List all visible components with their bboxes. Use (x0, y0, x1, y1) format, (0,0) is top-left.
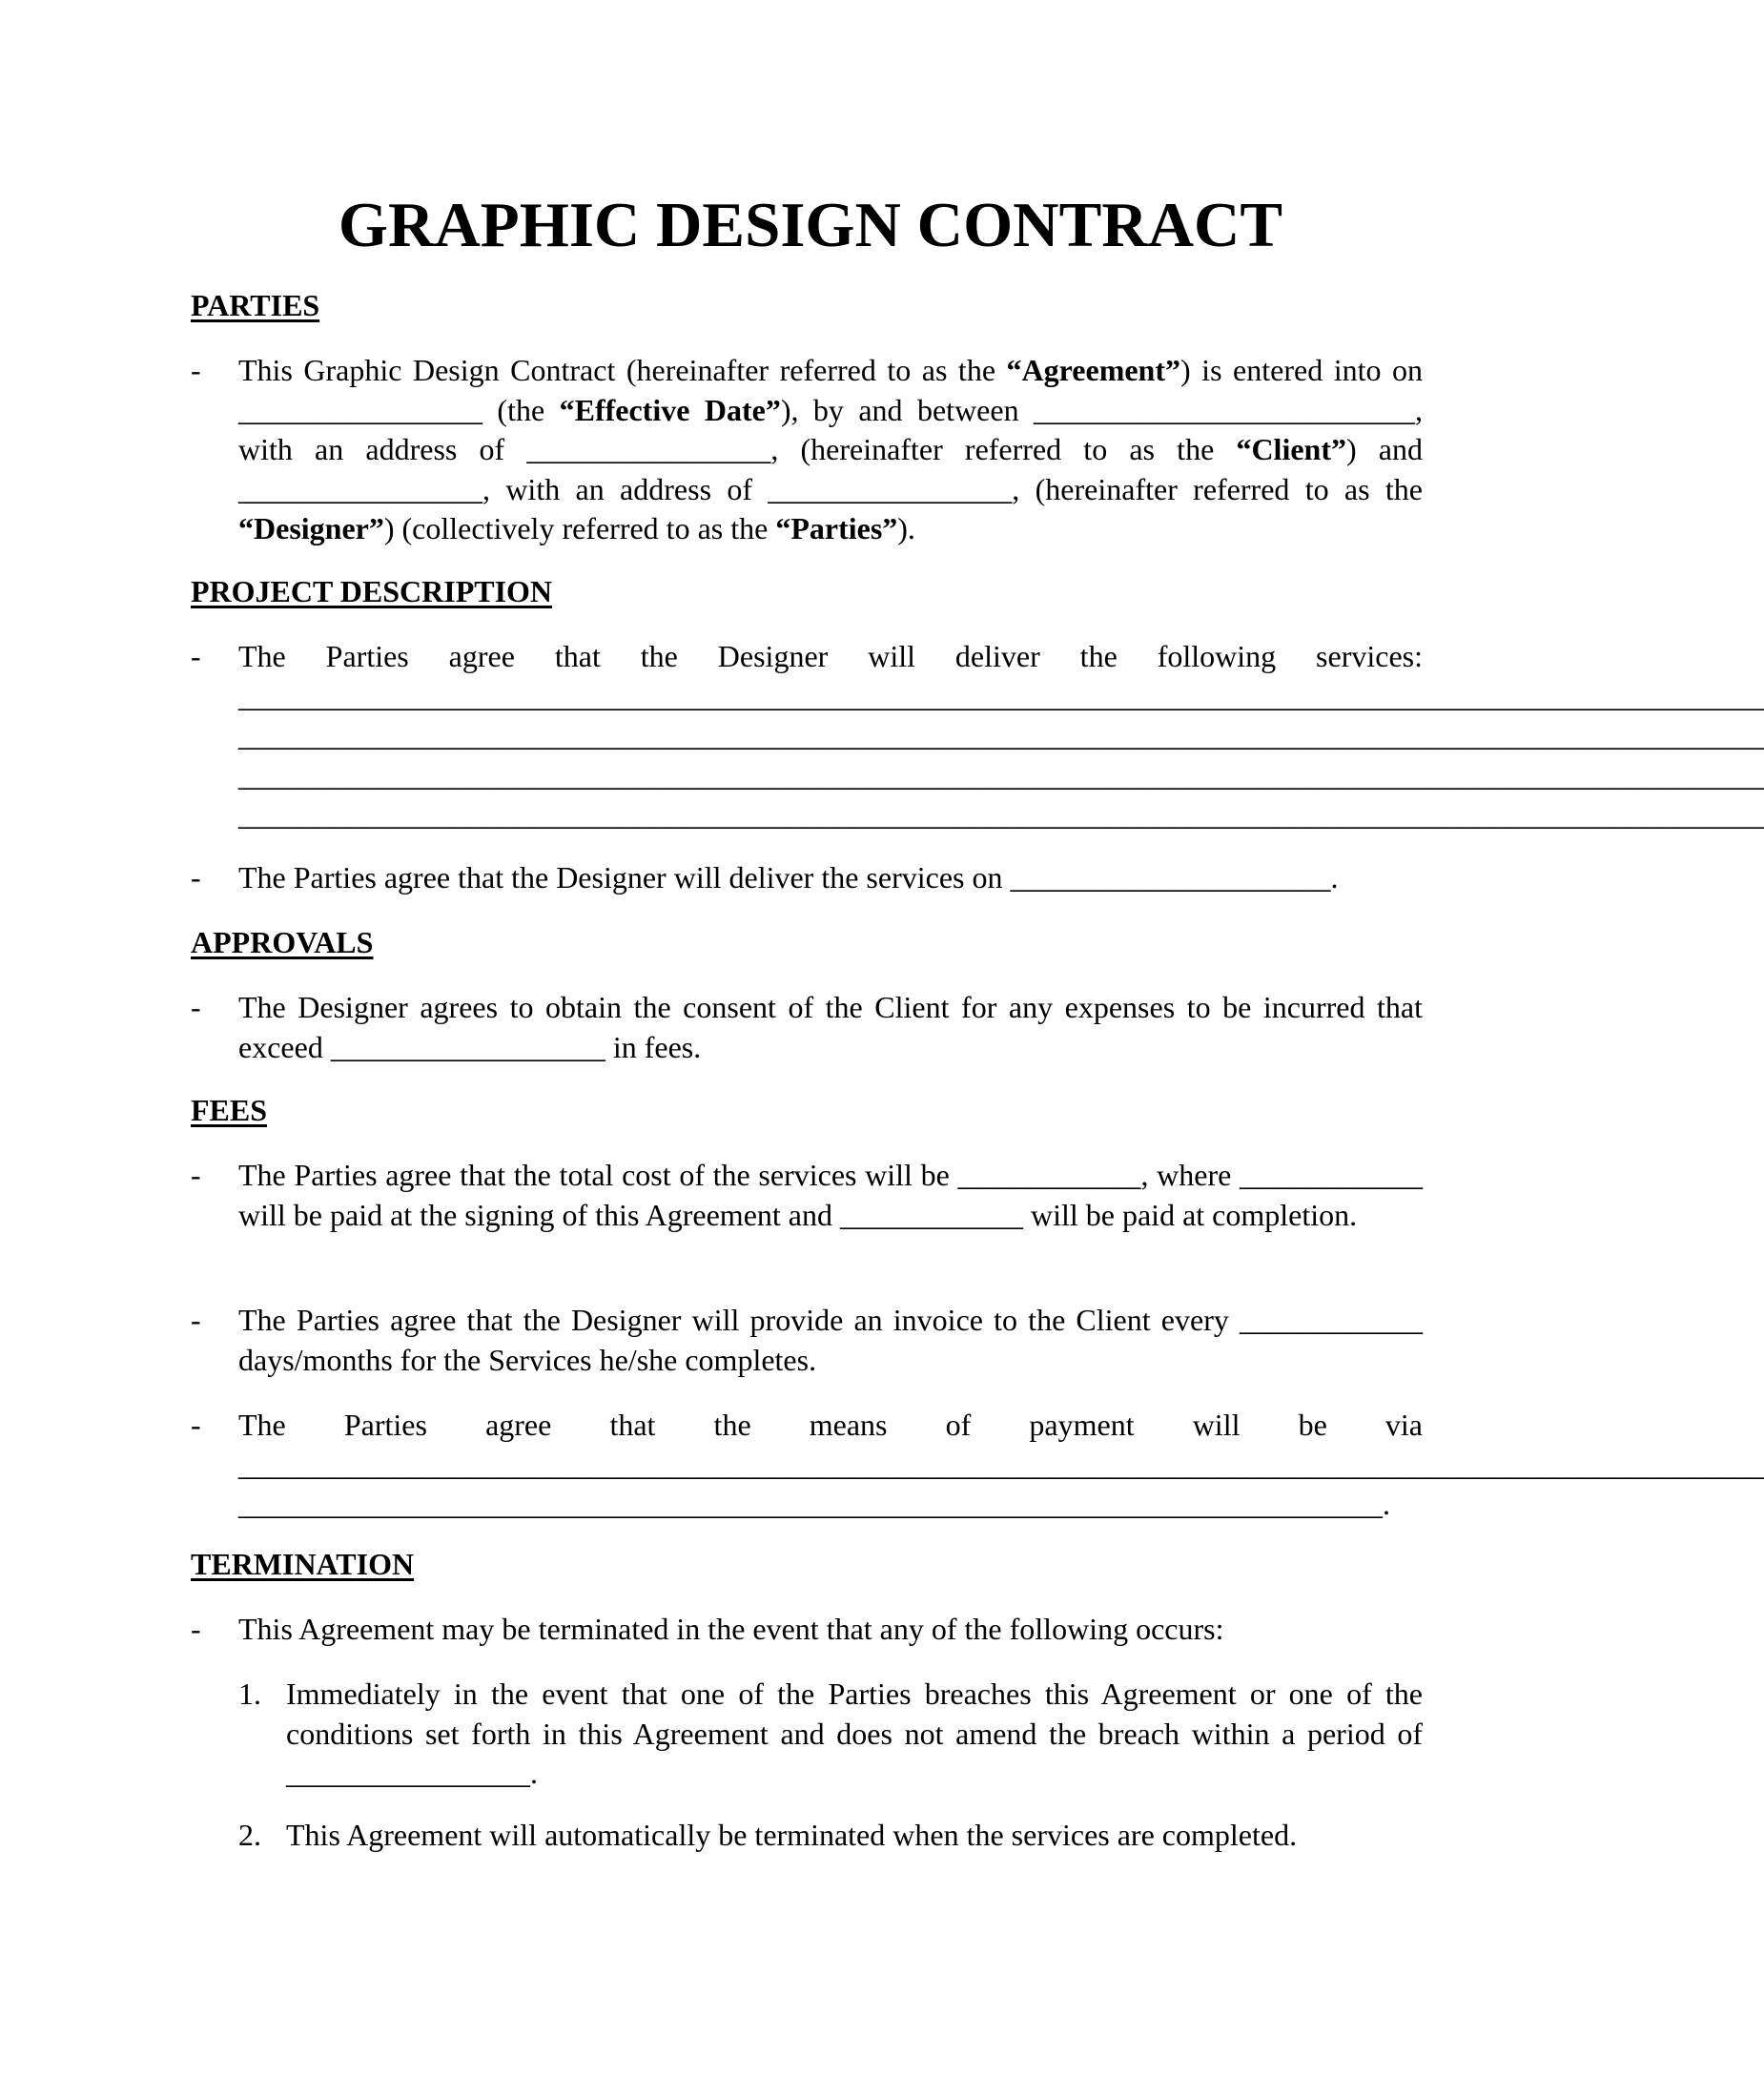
list-number: 1. (238, 1676, 261, 1711)
bullet-dash: - (191, 860, 201, 895)
fees-invoice (191, 1301, 1423, 1380)
services-intro: The Parties agree that the Designer will deliver the following services: (238, 639, 1423, 673)
parties-text-segment: ) (collectively referred to as the (383, 511, 776, 545)
payment-blank-line-2: ___________________________________________________________________________. (238, 1487, 1390, 1521)
parties-text-segment: This Graphic Design Contract (hereinafter referred to as the (238, 353, 1007, 387)
termination-item-2 (238, 1816, 1423, 1856)
payment-intro: The Parties agree that the means of payment will be via (238, 1408, 1423, 1442)
parties-text-segment: ) is entered into on ________________ (the (238, 353, 1424, 427)
bullet-dash: - (191, 990, 201, 1024)
services-blank-line-3: ____________________________________________________________________________________________________ (238, 757, 1764, 792)
bullet-dash: - (191, 639, 201, 673)
delivery-text: The Parties agree that the Designer will deliver the services on _____________________. (238, 860, 1339, 895)
services-blank-line-1: ____________________________________________________________________________________________________ (238, 678, 1764, 713)
section-heading-parties: PARTIES (191, 288, 320, 322)
termination-item-text: This Agreement will automatically be terminated when the services are completed. (286, 1818, 1298, 1852)
bullet-dash: - (191, 1612, 201, 1646)
section-heading-fees: FEES (191, 1093, 268, 1127)
term-client: “Client” (1236, 432, 1346, 466)
project-description-services (191, 637, 1764, 835)
parties-text-segment: ). (897, 511, 915, 545)
document-title: GRAPHIC DESIGN CONTRACT (338, 190, 1283, 260)
term-effective-date: “Effective Date” (559, 392, 781, 427)
parties-paragraph (191, 351, 1423, 549)
fees-payment-text (238, 1406, 1764, 1525)
termination-item-text: Immediately in the event that one of the Parties breaches this Agreement or one of the conditions set forth in this Agreement and does not amend the breach within a period of ________________. (286, 1676, 1423, 1790)
bullet-dash: - (191, 353, 201, 387)
services-blank-line-4: ____________________________________________________________________________________________________ (238, 797, 1764, 832)
services-blank-line-2: ____________________________________________________________________________________________________ (238, 718, 1764, 752)
parties-text (238, 351, 1423, 549)
services-text (238, 637, 1764, 835)
parties-text-segment: ) and ________________, with an address of ________________, (hereinafter referred to as the (238, 432, 1424, 506)
fees-total-cost (191, 1156, 1423, 1235)
bullet-dash: - (191, 1303, 201, 1337)
bullet-dash: - (191, 1158, 201, 1192)
fees-payment-means (191, 1406, 1764, 1525)
term-parties: “Parties” (775, 511, 898, 545)
term-agreement: “Agreement” (1006, 353, 1180, 387)
parties-text-segment: ), by and between _________________________, with an address of ________________, (hereinafter referred to as the (238, 392, 1424, 466)
project-description-delivery (191, 858, 1423, 898)
fees-invoice-text: The Parties agree that the Designer will provide an invoice to the Client every ____________ days/months for the Services he/she completes. (238, 1303, 1423, 1377)
payment-blank-line-1: ____________________________________________________________________________________________________ (238, 1447, 1764, 1482)
list-number: 2. (238, 1818, 261, 1852)
approvals-paragraph (191, 988, 1423, 1067)
termination-intro-text: This Agreement may be terminated in the event that any of the following occurs: (238, 1612, 1224, 1646)
termination-intro (191, 1610, 1423, 1650)
termination-item-1 (238, 1675, 1423, 1794)
term-designer: “Designer” (238, 511, 384, 545)
section-heading-termination: TERMINATION (191, 1547, 415, 1581)
approvals-text: The Designer agrees to obtain the consent of the Client for any expenses to be incurred that exceed __________________ in fees. (238, 990, 1423, 1064)
section-heading-approvals: APPROVALS (191, 925, 374, 959)
bullet-dash: - (191, 1408, 201, 1442)
section-heading-project-description: PROJECT DESCRIPTION (191, 574, 553, 608)
fees-total-cost-text: The Parties agree that the total cost of the services will be ____________, where ____________ will be paid at the signing of this Agreement and ____________ will be paid at completion. (238, 1158, 1423, 1232)
